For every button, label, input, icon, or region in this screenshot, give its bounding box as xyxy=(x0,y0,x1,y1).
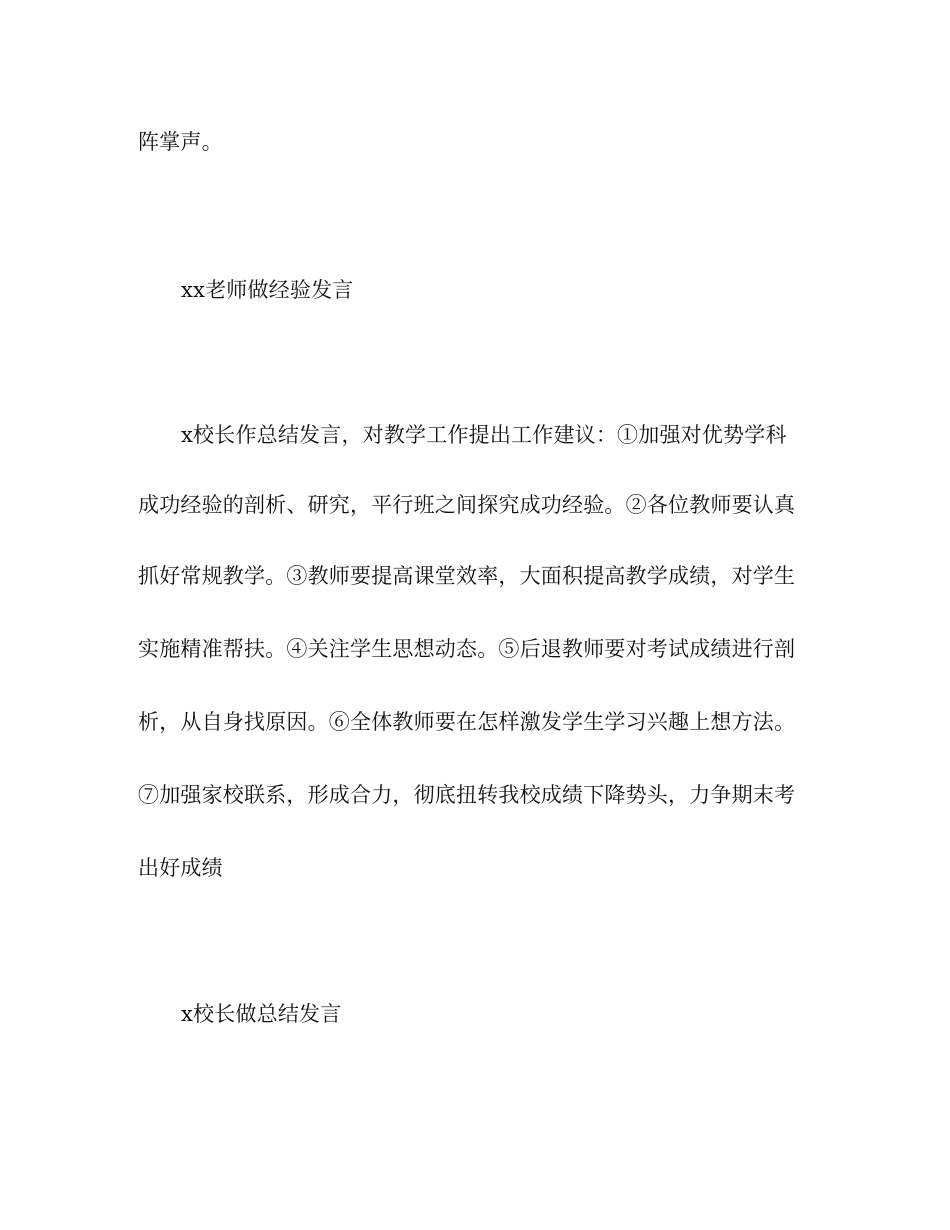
paragraph-3-line-2: 成功经验的剖析、研究，平行班之间探究成功经验。②各位教师要认真 xyxy=(138,493,796,517)
paragraph-3-line-6: ⑦加强家校联系，形成合力，彻底扭转我校成绩下降势头，力争期末考 xyxy=(138,783,796,807)
paragraph-3-line-5: 析，从自身找原因。⑥全体教师要在怎样激发学生学习兴趣上想方法。 xyxy=(138,710,796,734)
paragraph-3-line-1: x校长作总结发言，对教学工作提出工作建议：①加强对优势学科 xyxy=(181,423,787,447)
paragraph-3-line-4: 实施精准帮扶。④关注学生思想动态。⑤后退教师要对考试成绩进行剖 xyxy=(138,637,796,661)
paragraph-4-line-1: x校长做总结发言 xyxy=(181,1002,342,1026)
paragraph-2-line-1: xx老师做经验发言 xyxy=(181,278,354,302)
paragraph-1-line-1: 阵掌声。 xyxy=(138,130,223,154)
paragraph-3-line-7: 出好成绩 xyxy=(138,856,223,880)
paragraph-3-line-3: 抓好常规教学。③教师要提高课堂效率，大面积提高教学成绩，对学生 xyxy=(138,564,796,588)
